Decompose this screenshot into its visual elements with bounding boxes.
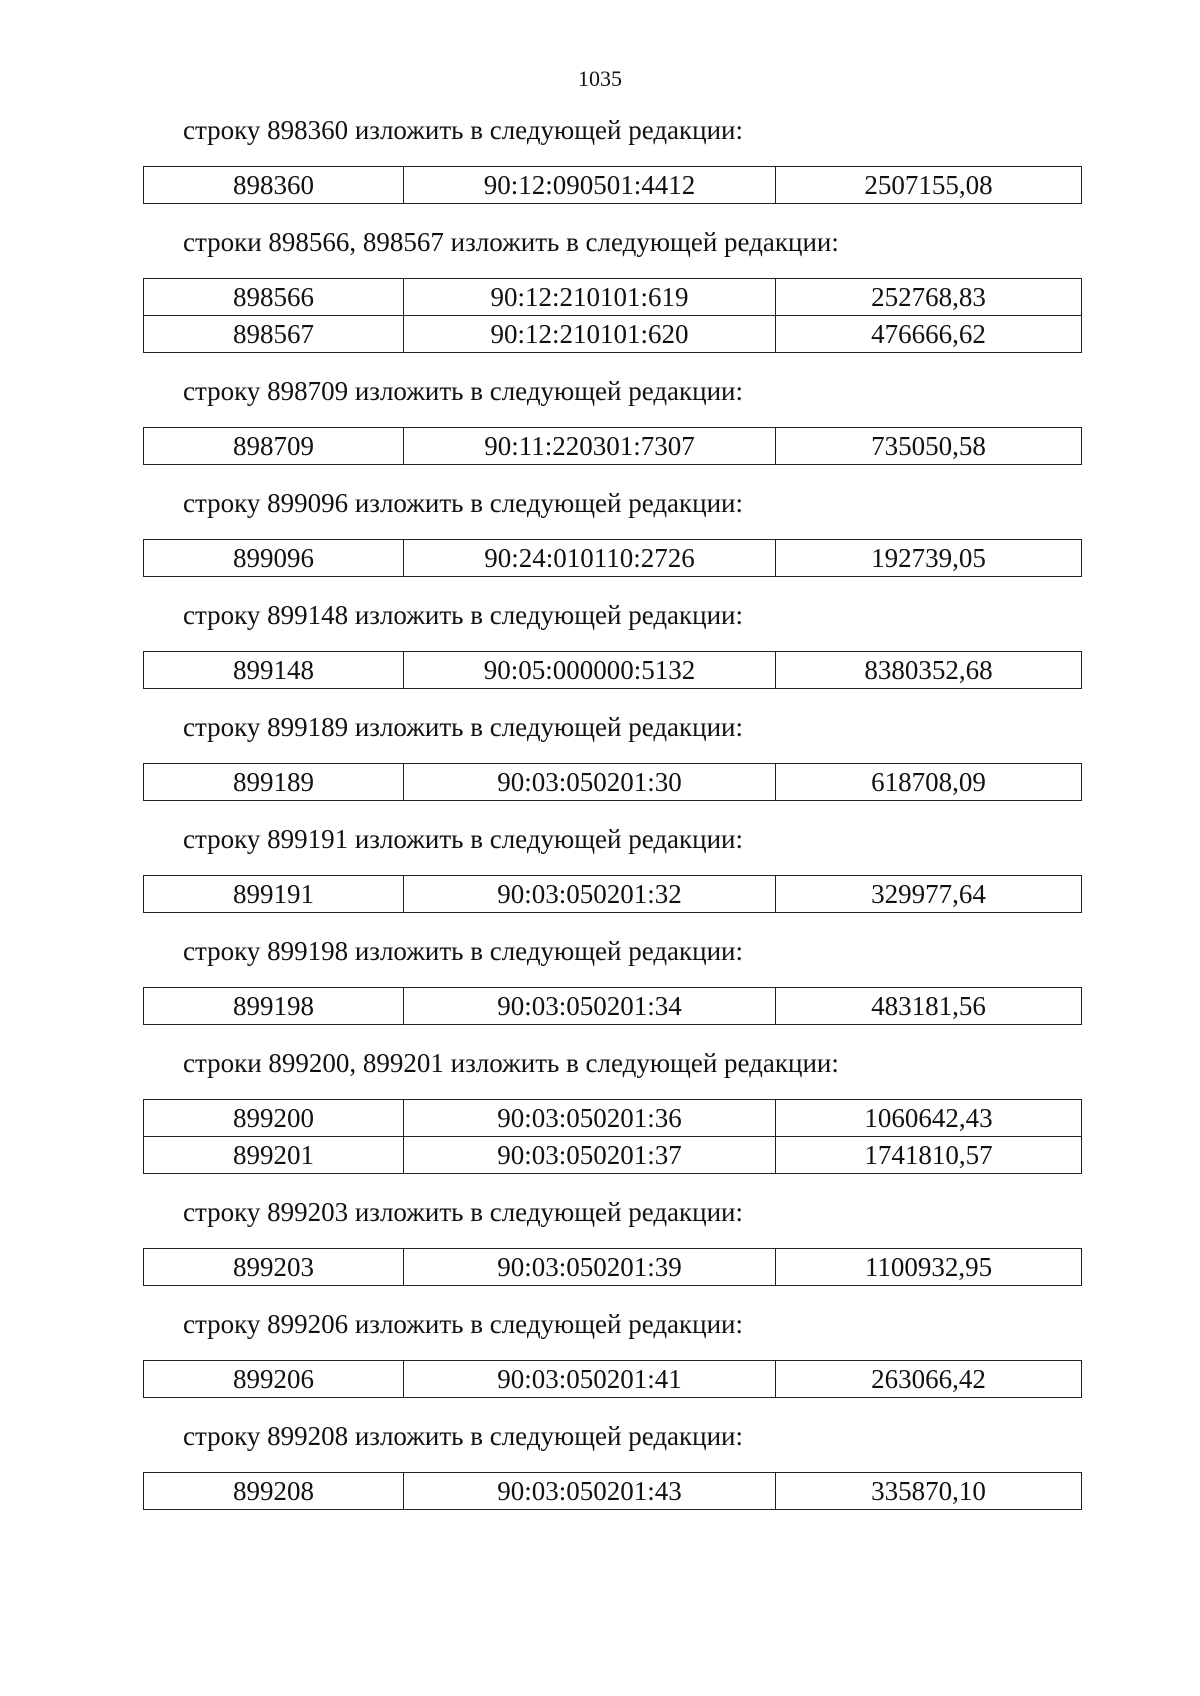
table-row: [144, 428, 1082, 465]
amendment-instruction: строку 899208 изложить в следующей редакции:: [183, 1421, 744, 1451]
amendment-instruction: строку 899206 изложить в следующей редакции:: [183, 1309, 744, 1339]
amendment-instruction: строку 898709 изложить в следующей редакции:: [183, 376, 744, 406]
value-cell: 263066,42: [776, 1361, 1082, 1398]
amendment-table: [143, 987, 1082, 1025]
cadastral-number-cell: 90:03:050201:36: [404, 1100, 776, 1137]
amendment-instruction: строку 899191 изложить в следующей редакции:: [183, 824, 744, 854]
row-number-cell: 899198: [144, 988, 404, 1025]
amendment-block: [0, 373, 1200, 465]
amendment-table: [143, 763, 1082, 801]
cadastral-number-cell: 90:03:050201:32: [404, 876, 776, 913]
table-row: [144, 1100, 1082, 1137]
amendment-block: [0, 1045, 1200, 1174]
amendment-table: [143, 1248, 1082, 1286]
amendment-block: [0, 1418, 1200, 1510]
value-cell: 476666,62: [776, 316, 1082, 353]
amendment-block: [0, 933, 1200, 1025]
value-cell: 735050,58: [776, 428, 1082, 465]
table-row: [144, 279, 1082, 316]
row-number-cell: 899208: [144, 1473, 404, 1510]
cadastral-number-cell: 90:03:050201:43: [404, 1473, 776, 1510]
row-number-cell: 898709: [144, 428, 404, 465]
amendment-block: [0, 821, 1200, 913]
row-number-cell: 899201: [144, 1137, 404, 1174]
amendment-table: [143, 1472, 1082, 1510]
cadastral-number-cell: 90:24:010110:2726: [404, 540, 776, 577]
document-body: [0, 112, 1200, 1530]
amendment-table: [143, 427, 1082, 465]
table-row: [144, 540, 1082, 577]
cadastral-number-cell: 90:12:090501:4412: [404, 167, 776, 204]
table-row: [144, 764, 1082, 801]
table-row: [144, 1249, 1082, 1286]
table-row: [144, 1361, 1082, 1398]
amendment-instruction: строку 899198 изложить в следующей редакции:: [183, 936, 744, 966]
amendment-block: [0, 224, 1200, 353]
amendment-instruction: строку 899203 изложить в следующей редакции:: [183, 1197, 744, 1227]
amendment-table: [143, 1360, 1082, 1398]
value-cell: 1741810,57: [776, 1137, 1082, 1174]
value-cell: 329977,64: [776, 876, 1082, 913]
amendment-block: [0, 485, 1200, 577]
value-cell: 618708,09: [776, 764, 1082, 801]
amendment-table: [143, 1099, 1082, 1174]
row-number-cell: 899200: [144, 1100, 404, 1137]
amendment-instruction: строки 899200, 899201 изложить в следующей редакции:: [183, 1048, 839, 1078]
table-row: [144, 652, 1082, 689]
row-number-cell: 899096: [144, 540, 404, 577]
amendment-table: [143, 278, 1082, 353]
cadastral-number-cell: 90:03:050201:39: [404, 1249, 776, 1286]
amendment-block: [0, 112, 1200, 204]
cadastral-number-cell: 90:11:220301:7307: [404, 428, 776, 465]
value-cell: 252768,83: [776, 279, 1082, 316]
page-number: 1035: [578, 66, 622, 91]
value-cell: 8380352,68: [776, 652, 1082, 689]
value-cell: 1100932,95: [776, 1249, 1082, 1286]
amendment-instruction: строки 898566, 898567 изложить в следующей редакции:: [183, 227, 839, 257]
row-number-cell: 899203: [144, 1249, 404, 1286]
amendment-table: [143, 651, 1082, 689]
cadastral-number-cell: 90:03:050201:30: [404, 764, 776, 801]
cadastral-number-cell: 90:12:210101:619: [404, 279, 776, 316]
value-cell: 335870,10: [776, 1473, 1082, 1510]
value-cell: 1060642,43: [776, 1100, 1082, 1137]
cadastral-number-cell: 90:03:050201:34: [404, 988, 776, 1025]
row-number-cell: 898566: [144, 279, 404, 316]
amendment-block: [0, 597, 1200, 689]
amendment-instruction: строку 898360 изложить в следующей редакции:: [183, 115, 744, 145]
amendment-table: [143, 166, 1082, 204]
amendment-block: [0, 1306, 1200, 1398]
table-row: [144, 1473, 1082, 1510]
cadastral-number-cell: 90:03:050201:37: [404, 1137, 776, 1174]
value-cell: 483181,56: [776, 988, 1082, 1025]
row-number-cell: 899206: [144, 1361, 404, 1398]
table-row: [144, 876, 1082, 913]
row-number-cell: 898360: [144, 167, 404, 204]
table-row: [144, 316, 1082, 353]
row-number-cell: 899189: [144, 764, 404, 801]
amendment-instruction: строку 899189 изложить в следующей редакции:: [183, 712, 744, 742]
cadastral-number-cell: 90:03:050201:41: [404, 1361, 776, 1398]
amendment-block: [0, 1194, 1200, 1286]
row-number-cell: 899191: [144, 876, 404, 913]
row-number-cell: 898567: [144, 316, 404, 353]
amendment-block: [0, 709, 1200, 801]
table-row: [144, 1137, 1082, 1174]
value-cell: 192739,05: [776, 540, 1082, 577]
row-number-cell: 899148: [144, 652, 404, 689]
cadastral-number-cell: 90:12:210101:620: [404, 316, 776, 353]
value-cell: 2507155,08: [776, 167, 1082, 204]
amendment-table: [143, 539, 1082, 577]
table-row: [144, 988, 1082, 1025]
amendment-instruction: строку 899148 изложить в следующей редакции:: [183, 600, 744, 630]
table-row: [144, 167, 1082, 204]
amendment-table: [143, 875, 1082, 913]
cadastral-number-cell: 90:05:000000:5132: [404, 652, 776, 689]
amendment-instruction: строку 899096 изложить в следующей редакции:: [183, 488, 744, 518]
